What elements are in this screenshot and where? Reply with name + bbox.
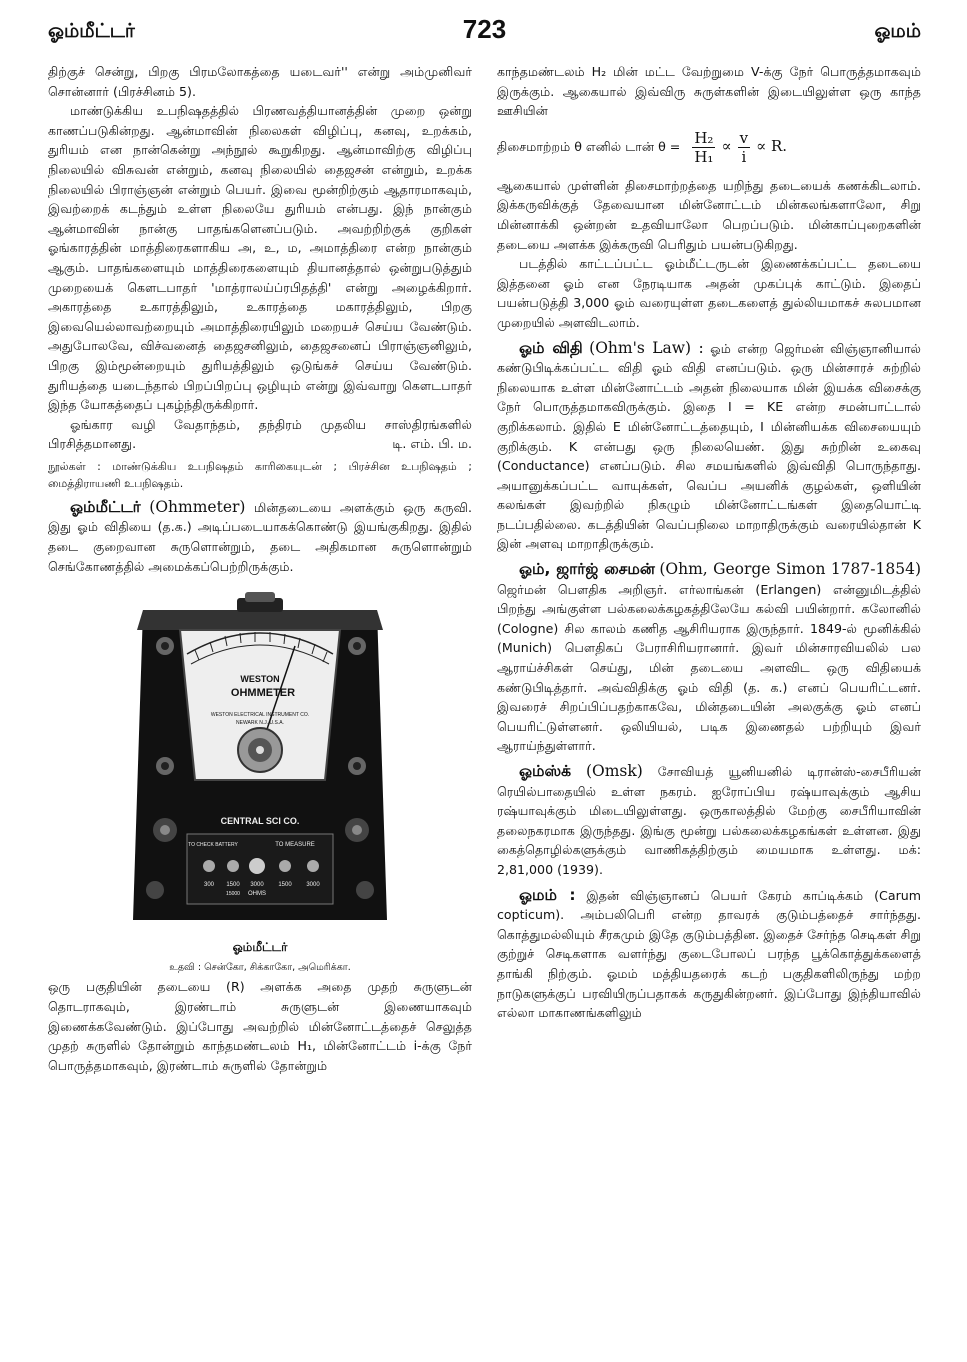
entry-term: ஓமம் : (519, 885, 576, 904)
ohmmeter-figure (125, 590, 395, 930)
entry-latin: (Ohm, George Simon 1787-1854) (659, 560, 921, 579)
range-label: 1500 (278, 882, 292, 889)
range-unit: OHMS (248, 891, 266, 898)
entry-ohm-george-simon (497, 560, 921, 756)
paragraph: ஒரு பகுதியின் தடையை (R) அளக்க அதை முதற் சுருளுடன் தொடராகவும், இரண்டாம் சுருளுடன் இணையாகவும் இணைக்கவேண்டும். இப்போது அவற்றில் மின்னோட்டத்தைச் செலுத்த முதற் சுருளில் தோன்றும் காந்தமண்டலம் H₁, மின்னோட்டம் i-க்கு நேர் பொருத்தமாகவும், இரண்டாம் சுருளில் தோன்றும் (48, 979, 472, 1073)
figure-caption: ஓம்மீட்டர் (232, 940, 288, 955)
entry-text: சோவியத் யூனியனில் டிரான்ஸ்-சைபீரியன் ரெயில்பாதையில் உள்ள நகரம். ஐரோப்பிய ரஷ்யாவுக்கும் ஆசிய ரஷ்யாவுக்கும் மிடையிலுள்ளது. ஒருகாலத்தில் மேற்கு சைபீரியாவின் தலைநகரமாக இருந்தது. இங்கு மூன்று பல்கலைக்கழகங்கள் உள்ளன. இது கைத்தொழில்களுக்கும் வாணிகத்திற்கும் மையமாக உள்ளது. மக்: 2,81,000 (1939). (497, 764, 921, 877)
formula (497, 129, 921, 166)
panel-brand: CENTRAL SCI CO. (220, 816, 300, 827)
paragraph: படத்தில் காட்டப்பட்ட ஓம்மீட்டருடன் இணைக்கப்பட்ட தடையை இத்தனை ஓம் என நேரடியாக அதன் முகப்புக் காட்டும். இதைப் பயன்படுத்தி 3,000 ஓம் வரையுள்ள தடைகளைத் துல்லியமாகச் சுலபமான முறையில் அளவிடலாம். (497, 256, 921, 330)
entry-text: மின்தடையை அளக்கும் ஒரு கருவி. இது ஓம் விதியை (த.க.) அடிப்படையாகக்கொண்டு இயங்குகிறது. இதில் தடை குறைவான சுருளொன்றும், தடை அதிகமான சுருளொன்றும் செங்கோணத்தில் அமைக்கப்பெற்றிருக்கும். (48, 499, 472, 574)
entry-ohms-law (497, 339, 921, 555)
figure-credit: உதவி : சென்கோ, சிக்காகோ, அமெரிக்கா. (169, 961, 351, 973)
proportional-sign: ∝ (721, 137, 732, 156)
range-label: 1500 (226, 882, 240, 889)
dial-label: OHMMETER (230, 687, 296, 700)
range-label: 3000 (306, 882, 320, 889)
entry-ohmmeter (48, 498, 472, 576)
formula-tail: ∝ R. (756, 137, 788, 156)
range-label: 3000 (250, 882, 264, 889)
paragraph-text: ஓங்கார வழி வேதாந்தம், தந்திரம் முதலிய சாஸ்திரங்களில் பிரசித்தமானது. (48, 416, 472, 452)
running-head-left: ஓம்மீட்டர் (48, 20, 135, 42)
range-label: 300 (203, 882, 215, 889)
fraction-denominator: H₁ (694, 147, 714, 166)
formula-label: திசைமாற்றம் θ எனில் டான் θ = (497, 139, 681, 155)
paragraph: ஆகையால் முள்ளின் திசைமாற்றத்தை யறிந்து தடையைக் கணக்கிடலாம். இக்கருவிக்குத் தேவையான மின்னோட்டம் மின்கலங்களாலோ, சிறு மின்னாக்கி ஒன்றன் உதவியாலோ பெறப்படும். மின்காப்புறைகளின் தடையை அளக்க இக்கருவி பெரிதும் பயன்படுகிறது. (497, 177, 921, 252)
running-head-right: ஓமம் (874, 20, 921, 42)
fraction-numerator: v (739, 128, 749, 147)
entry-term: ஓம், ஜார்ஜ் சைமன் (519, 560, 655, 579)
page-header (48, 14, 921, 54)
entry-latin: (Ohmmeter) (149, 497, 246, 516)
dial-city: NEWARK N.J. U.S.A. (236, 720, 284, 727)
entry-text: ஓம் என்ற ஜெர்மன் விஞ்ஞானியால் கண்டுபிடிக்கப்பட்ட விதி ஓம் விதி எனப்படும். ஒரு மின்சாரச் சுற்றில் நிலையாக உள்ள மின்னோட்டம் அதன் நிலையாக மின் இயக்க விசைக்கு நேர் பொருத்தமாகவிருக்கும். இதை I = KE என்ற சமன்பாட்டால் குறிக்கலாம். இதில் E மின்னோட்டத்தையும், I மின்னியக்க விசையையும் குறிக்கும். K என்பது ஒரு நிலையெண். இது சுற்றின் உகைவு (Conductance) எனப்படும். சில சமயங்களில் இவ்விதி பொருந்தாது. அயானுக்கப்பட்ட வாயுக்கள், வெப்ப அயனிக் குழல்கள், ஒளியின் கலங்கள் இவற்றில் நிகழும் மின்னோட்டங்கள் இதையொட்டி நடப்பதில்லை. கடத்தியின் வெப்பநிலை மாறாதிருக்கும் வரையில்தான் K இன் அளவு மாறாதிருக்கும். (497, 340, 921, 552)
switch-right-label: TO MEASURE (275, 842, 315, 849)
fraction-numerator: H₂ (694, 128, 714, 147)
right-column (497, 62, 921, 1023)
ohmmeter-illustration (125, 590, 395, 930)
references: நூல்கள் : மாண்டுக்கிய உபநிஷதம் காரிகையுடன் ; பிரச்சின உபநிஷதம் ; மைத்திராயணி உபநிஷதம். (48, 459, 472, 490)
entry-term: ஓம்மீட்டர் (70, 497, 141, 516)
paragraph (48, 415, 472, 454)
paragraph: காந்தமண்டலம் H₂ மின் மட்ட வேற்றுமை V-க்கு நேர் பொருத்தமாகவும் இருக்கும். ஆகையால் இவ்விரு சுருள்களின் இடையிலுள்ள ஒரு காந்த ஊசியின் (497, 64, 921, 119)
entry-text: இதன் விஞ்ஞானப் பெயர் கேரம் காப்டிக்கம் (Carum copticum). அம்பலிபெரி என்ற தாவரக் குடும்பத்தைச் சார்ந்தது. கொத்துமல்லியும் சீரகமும் இதே குடும்பத்தின. இதைச் சேர்ந்த செடிகள் சிறு குற்றுச் செடிகளாக வளர்ந்து குடைபோலப் பரந்த பூக்கொத்துக்களைத் தாங்கி நிற்கும். ஓமம் மத்தியதரைக் கடற் பகுதிகளிலிருந்து மற்ற நாடுகளுக்குப் பரவியிருப்பதாகக் கருதுகின்றனர். இப்போது இந்தியாவில் எல்லா மாகாணங்களிலும் (497, 887, 921, 1021)
page-number: 723 (462, 14, 507, 44)
left-column (48, 62, 472, 1075)
dial-maker: WESTON ELECTRICAL INSTRUMENT CO. (210, 712, 310, 719)
paragraph: திற்குச் சென்று, பிறகு பிரமலோகத்தை யடைவர்'' என்று அம்முனிவர் சொன்னார் (பிரச்சினம் 5). (48, 64, 472, 99)
entry-term: ஓம்ஸ்க் (519, 762, 572, 780)
fraction (738, 129, 750, 166)
entry-omam (497, 886, 921, 1023)
entry-latin: (Omsk) (585, 762, 643, 780)
range-label: 15000 (226, 891, 240, 898)
fraction-denominator: i (741, 147, 747, 166)
switch-left-label: TO CHECK BATTERY (188, 842, 238, 849)
entry-term: ஓம் விதி (519, 338, 583, 357)
paragraph: மாண்டுக்கிய உபநிஷதத்தில் பிரணவத்தியானத்தின் முறை ஒன்று காணப்படுகின்றது. ஆன்மாவின் நிலைகள் விழிப்பு, கனவு, உறக்கம், துரியம் என நான்கென்று அந்நூல் கூறுகிறது. ஆன்மாவிற்கு விழிப்பு நிலையில் விசுவன் என்றும், கனவு நிலையில் தைஜசன் என்றும், உறக்க நிலையில் பிராஞ்ஞன் என்றும் பெயர். இவை மூன்றிற்கும் ஆதாரமாகவும், இவற்றைக் கடந்தும் உள்ள நிலையே துரியம் என்பது. இந் நான்கும் ஆன்மாவின் நான்கு பாதங்களெனப்படும். அவற்றிற்குக் குறிகள் ஓங்காரத்தின் மாத்திரைகளாகிய அ, உ, ம, அமாத்திரை என்ற நான்கும் ஆகும். பாதங்களையும் மாத்திரைகளையும் தியானத்தால் ஒன்றுபடுத்தும் முறையைக் கௌடபாதர் 'மாத்ராலய்ப்ரபிதத்தி' என்று அழைக்கிறார். அகாரத்தை உகாரத்திலும், உகாரத்தை மகாரத்திலும், பிறகு இவையெல்லாவற்றையும் அமாத்திரையிலும் மறையச் செய்ய வேண்டும். அதுபோலவே, விச்வனைத் தைஜசனிலும், தைஜசனைப் பிராஞ்ஞனிலும், பிறகு இம்மூன்றையும் துரியத்திலும் ஒடுங்கச் செய்ய வேண்டும். துரியத்தை யடைந்தால் பிறப்பிறப்பு ஒழியும் என்று இவ்வாறு கௌடபாதர் இந்த யோகத்தைப் புகழ்ந்திருக்கிறார். (48, 103, 472, 413)
entry-latin: (Ohm's Law) : (589, 338, 704, 357)
entry-text: ஜெர்மன் பௌதிக அறிஞர். எர்லாங்கன் (Erlangen) என்னுமிடத்தில் பிறந்து அங்குள்ள பல்கலைக்கழகத்திலேயே கல்வி பயின்றார். கலோனில் (Cologne) சில காலம் கணித ஆசிரியராக இருந்தார். 1849-ல் மூனிக்கில் (Munich) பௌதிகப் பேராசிரியரானார். இவர் மின்சாரவியலில் பல ஆராய்ச்சிகள் செய்து, மின் தடையை அளவிட ஒரு விதியைக் கண்டுபிடித்தார். அவ்விதிக்கு ஓம் விதி (த. க.) எனப் பெயரிட்டனர். இவரைச் சிறப்பிப்பதற்காகவே, மின்தடையின் அலகுக்கு ஓம் எனப் பெயரிட்டுள்ளனர். ஒலியியல், படிக இணைதல் பற்றியும் இவர் ஆராய்ந்துள்ளார். (497, 581, 921, 754)
entry-omsk (497, 762, 921, 880)
author-initials: டி. எம். பி. ம. (392, 436, 472, 452)
dial-brand: WESTON (240, 674, 280, 685)
fraction (692, 129, 715, 166)
